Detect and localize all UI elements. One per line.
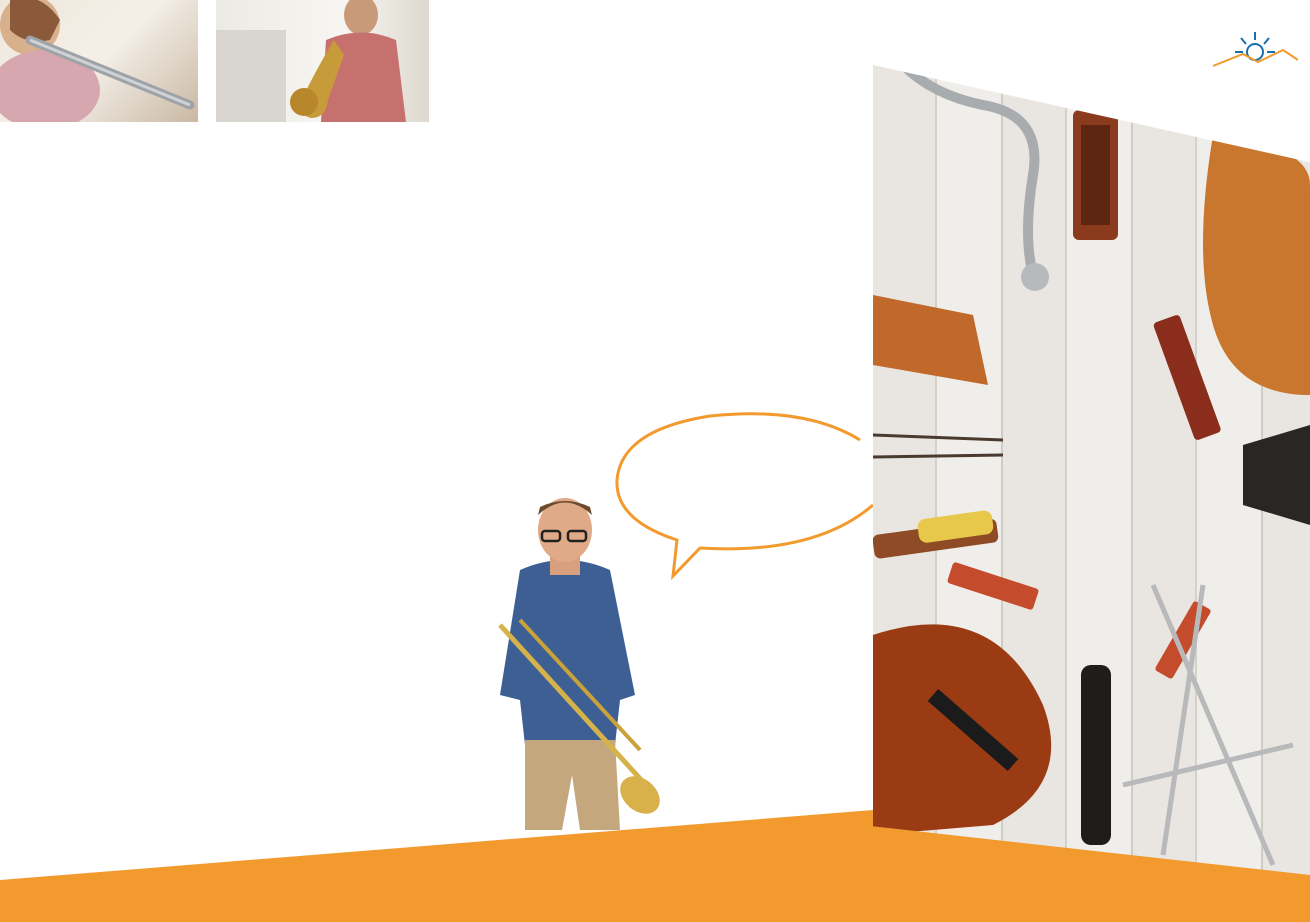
bubble-text	[655, 444, 850, 454]
flute-photo	[0, 0, 198, 122]
why-section	[474, 31, 830, 50]
teacher-photo	[480, 495, 670, 830]
flute-photo-art	[0, 0, 198, 122]
sun-logo-icon	[1213, 30, 1298, 70]
instrumental-section	[30, 163, 390, 176]
logo	[1035, 30, 1305, 82]
saxophone-photo	[216, 0, 429, 122]
instruments-art	[873, 65, 1310, 875]
cover-image	[873, 65, 1310, 875]
logo-wordmark	[1035, 30, 1215, 66]
adults-section	[30, 372, 390, 385]
saxophone-photo-art	[216, 0, 429, 122]
